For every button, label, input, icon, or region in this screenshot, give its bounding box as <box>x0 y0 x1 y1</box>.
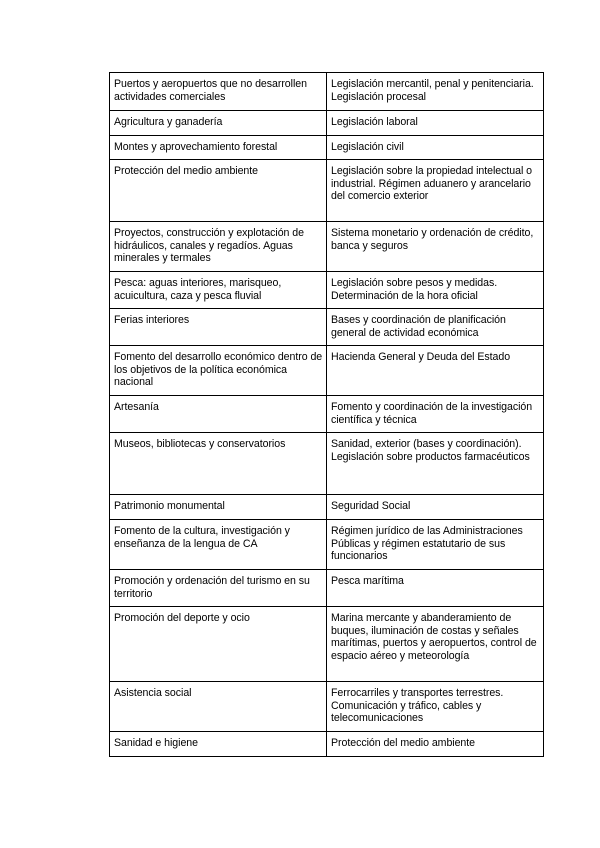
table-row <box>110 346 544 396</box>
cell-text: Asistencia social <box>114 687 192 699</box>
cell-text: Ferrocarriles y transportes terrestres. Comunicación y tráfico, cables y telecomunicaciones <box>331 687 504 725</box>
table-cell-left <box>110 732 327 757</box>
table-cell-right <box>327 136 544 160</box>
table-cell-left <box>110 136 327 160</box>
table-row <box>110 433 544 495</box>
cell-text: Montes y aprovechamiento forestal <box>114 141 278 153</box>
cell-text: Fomento del desarrollo económico dentro de los objetivos de la política económica nacional <box>114 351 323 389</box>
table-cell-left <box>110 570 327 607</box>
cell-text: Agricultura y ganadería <box>114 116 223 128</box>
table-row <box>110 495 544 520</box>
table-cell-right <box>327 682 544 732</box>
table-cell-right <box>327 396 544 433</box>
table-cell-left <box>110 272 327 309</box>
table-cell-right <box>327 570 544 607</box>
table-row <box>110 111 544 136</box>
cell-text: Seguridad Social <box>331 500 411 512</box>
cell-text: Fomento y coordinación de la investigación científica y técnica <box>331 401 533 426</box>
table-cell-left <box>110 222 327 272</box>
cell-text: Bases y coordinación de planificación general de actividad económica <box>331 314 506 339</box>
table-row <box>110 73 544 111</box>
table-cell-left <box>110 346 327 396</box>
table-cell-right <box>327 732 544 757</box>
cell-text: Proyectos, construcción y explotación de hidráulicos, canales y regadíos. Aguas minerales y termales <box>114 227 304 265</box>
cell-text: Legislación civil <box>331 141 404 153</box>
cell-text: Sanidad e higiene <box>114 737 198 749</box>
table-row <box>110 160 544 222</box>
cell-text: Hacienda General y Deuda del Estado <box>331 351 511 363</box>
table-row <box>110 682 544 732</box>
cell-text: Pesca: aguas interiores, marisqueo, acuicultura, caza y pesca fluvial <box>114 277 282 302</box>
cell-text: Marina mercante y abanderamiento de buques, iluminación de costas y señales marítimas, puertos y aeropuertos, control de espacio aéreo y meteorología <box>331 612 537 662</box>
cell-text: Legislación sobre la propiedad intelectual o industrial. Régimen aduanero y arancelario del comercio exterior <box>331 165 532 203</box>
cell-text: Legislación mercantil, penal y penitenciaria. Legislación procesal <box>331 78 534 103</box>
table-cell-right <box>327 607 544 682</box>
cell-text: Protección del medio ambiente <box>114 165 259 177</box>
table-row <box>110 222 544 272</box>
cell-text: Museos, bibliotecas y conservatorios <box>114 438 286 450</box>
cell-text: Protección del medio ambiente <box>331 737 476 749</box>
table-cell-left <box>110 520 327 570</box>
table-cell-left <box>110 682 327 732</box>
cell-text: Promoción del deporte y ocio <box>114 612 250 624</box>
table-row <box>110 607 544 682</box>
cell-text: Pesca marítima <box>331 575 404 587</box>
cell-text: Legislación sobre pesos y medidas. Determinación de la hora oficial <box>331 277 498 302</box>
table-cell-left <box>110 73 327 111</box>
table-cell-left <box>110 111 327 136</box>
cell-text: Artesanía <box>114 401 159 413</box>
table-cell-left <box>110 495 327 520</box>
cell-text: Sistema monetario y ordenación de crédito, banca y seguros <box>331 227 534 252</box>
table-row <box>110 136 544 160</box>
table-cell-left <box>110 607 327 682</box>
cell-text: Legislación laboral <box>331 116 418 128</box>
table-cell-right <box>327 73 544 111</box>
table-cell-right <box>327 160 544 222</box>
table-cell-right <box>327 433 544 495</box>
cell-text: Sanidad, exterior (bases y coordinación). Legislación sobre productos farmacéuticos <box>331 438 530 463</box>
cell-text: Puertos y aeropuertos que no desarrollen actividades comerciales <box>114 78 307 103</box>
table-cell-right <box>327 309 544 346</box>
table-row <box>110 272 544 309</box>
table-cell-right <box>327 272 544 309</box>
cell-text: Patrimonio monumental <box>114 500 225 512</box>
cell-text: Fomento de la cultura, investigación y enseñanza de la lengua de CA <box>114 525 290 550</box>
table-row <box>110 732 544 757</box>
cell-text: Ferias interiores <box>114 314 190 326</box>
table-cell-left <box>110 396 327 433</box>
cell-text: Promoción y ordenación del turismo en su territorio <box>114 575 310 600</box>
table-cell-left <box>110 433 327 495</box>
table-row <box>110 396 544 433</box>
table-cell-right <box>327 222 544 272</box>
table-row <box>110 570 544 607</box>
table-cell-right <box>327 495 544 520</box>
table-row <box>110 520 544 570</box>
cell-text: Régimen jurídico de las Administraciones Públicas y régimen estatutario de sus funcionarios <box>331 525 523 563</box>
table-cell-left <box>110 309 327 346</box>
competencies-table <box>109 72 544 757</box>
table-cell-left <box>110 160 327 222</box>
table-row <box>110 309 544 346</box>
table-cell-right <box>327 520 544 570</box>
competencies-table-body <box>110 73 544 757</box>
table-cell-right <box>327 111 544 136</box>
table-cell-right <box>327 346 544 396</box>
